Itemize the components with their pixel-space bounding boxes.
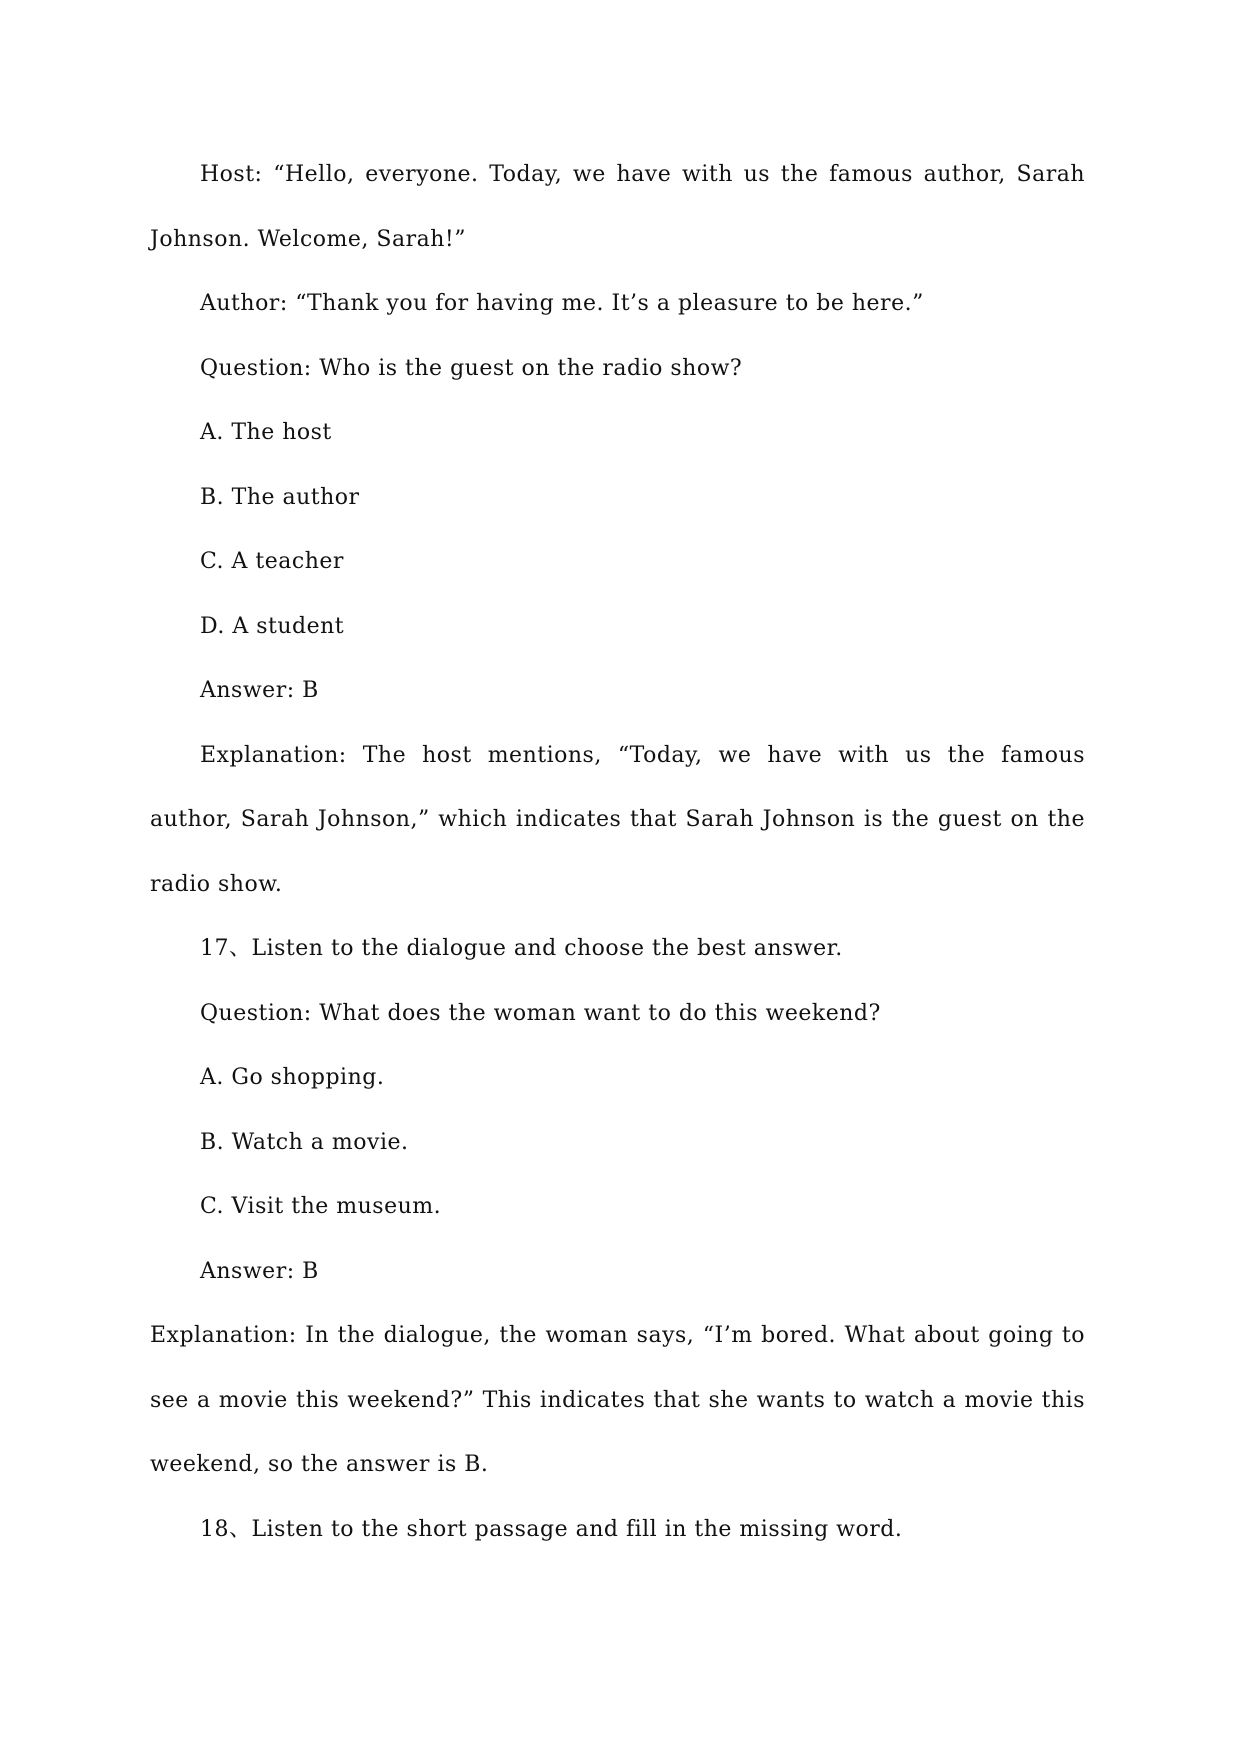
question-17-answer: Answer: B xyxy=(200,1258,319,1284)
document-body xyxy=(150,143,1085,1562)
question-17-explanation: Explanation: In the dialogue, the woman says, “I’m bored. What about going to see a movie this weekend?” This indicates that she wants to watch a movie this weekend, so the answer is B. xyxy=(150,1323,1085,1477)
question-17-heading: 17、Listen to the dialogue and choose the best answer. xyxy=(200,936,843,961)
question-16-explanation: Explanation: The host mentions, “Today, we have with us the famous author, Sarah Johnson,” which indicates that Sarah Johnson is the guest on the radio show. xyxy=(150,742,1085,897)
question-16-answer: Answer: B xyxy=(200,678,319,703)
question-16-option-d: D. A student xyxy=(200,613,345,639)
dialogue-host-line: Host: “Hello, everyone. Today, we have with us the famous author, Sarah Johnson. Welcome, Sarah!” xyxy=(150,162,1085,252)
question-17-option-a: A. Go shopping. xyxy=(200,1065,385,1090)
question-17-option-c: C. Visit the museum. xyxy=(200,1194,442,1219)
question-18-heading: 18、Listen to the short passage and fill in the missing word. xyxy=(200,1516,903,1542)
question-16-option-c: C. A teacher xyxy=(200,549,344,574)
question-16-text: Question: Who is the guest on the radio show? xyxy=(200,355,743,381)
dialogue-author-line: Author: “Thank you for having me. It’s a pleasure to be here.” xyxy=(200,291,924,316)
question-16-option-a: A. The host xyxy=(200,420,332,445)
question-16-option-b: B. The author xyxy=(200,484,360,510)
question-17-option-b: B. Watch a movie. xyxy=(200,1129,409,1155)
question-17-text: Question: What does the woman want to do this weekend? xyxy=(200,1000,881,1026)
